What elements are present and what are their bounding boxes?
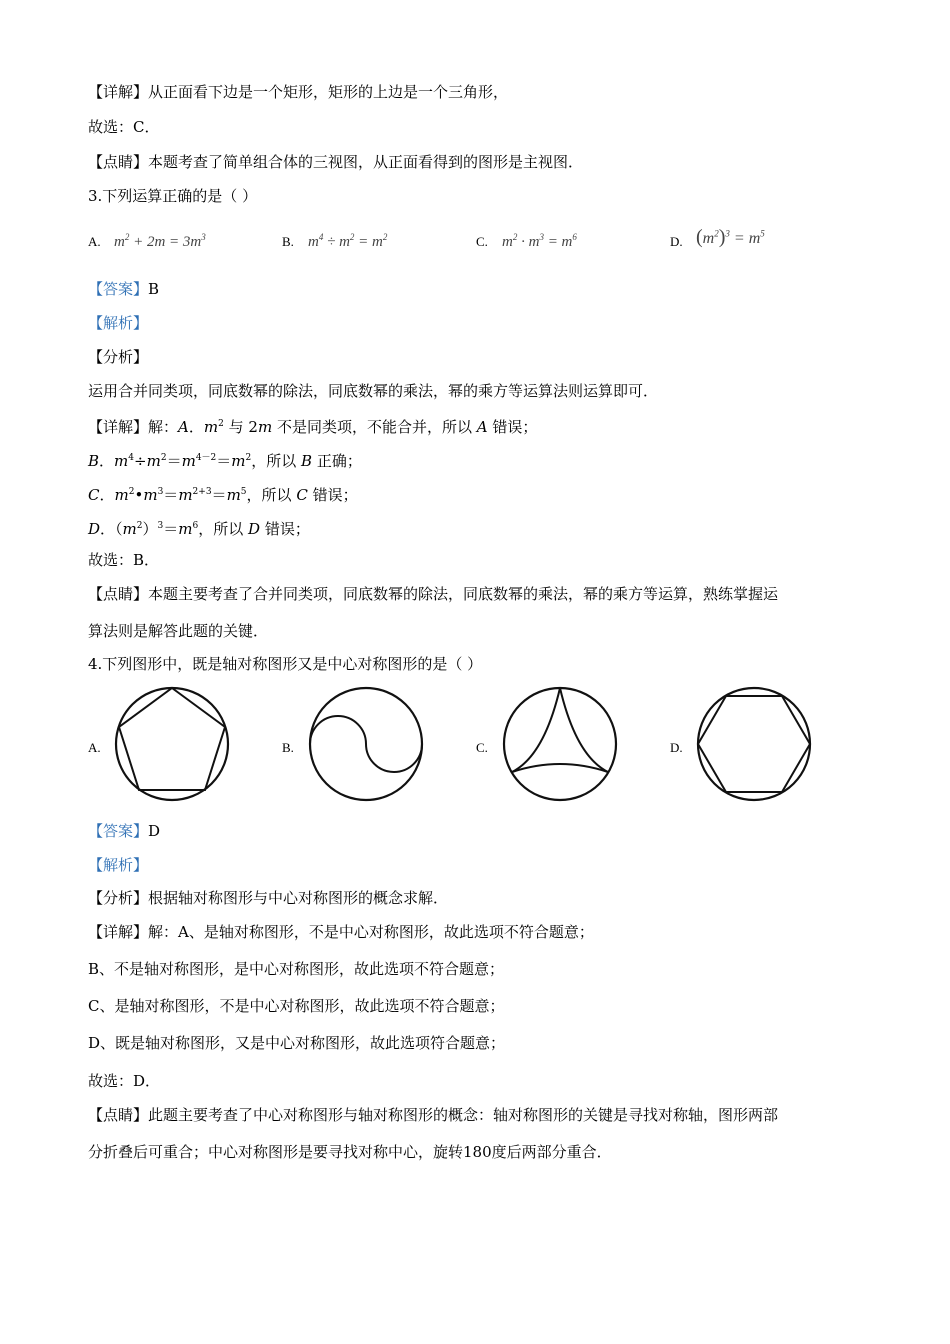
- q3-answer-value: B: [148, 280, 160, 298]
- pentagon-in-circle-figure: [112, 686, 232, 802]
- q3-analysis-text: 运用合并同类项，同底数幂的除法，同底数幂的乘法，幂的乘方等运算法则运算即可．: [88, 382, 659, 400]
- q4-label-b: B.: [282, 740, 294, 755]
- q3-detail-a: 【详解】解：A．$m^2$ 与 2m 不是同类项，不能合并，所以 A 错误；: [88, 418, 538, 436]
- q4-detail-a: 【详解】解：A、是轴对称图形，不是中心对称图形，故此选项不符合题意；: [88, 923, 594, 941]
- q3-detail-b: B．$m^4\div m^2=m^{4-2}=m^2$，所以 B 正确；: [88, 452, 362, 470]
- q3-option-d-formula: $(m^2)^3 = m^5$: [696, 226, 765, 248]
- q4-answer: [88, 821, 160, 841]
- q4-detail-c: C、是轴对称图形，不是中心对称图形，故此选项不符合题意；: [88, 997, 505, 1015]
- q3-option-b-formula: $m^4 \div m^2 = m^2$: [308, 232, 388, 250]
- q4-answer-tag: 【答案】: [88, 822, 149, 840]
- comment-text: 【点睛】本题考查了简单组合体的三视图，从正面看得到的图形是主视图．: [88, 153, 584, 171]
- q3-stem: 3.下列运算正确的是（ ）: [88, 187, 258, 205]
- q3-analysis-tag: 【解析】: [88, 314, 149, 332]
- detail-text: 【详解】从正面看下边是一个矩形，矩形的上边是一个三角形，: [88, 83, 509, 101]
- q4-analysis: 【分析】根据轴对称图形与中心对称图形的概念求解．: [88, 889, 449, 907]
- hexagon-in-circle-figure: [694, 686, 814, 802]
- q4-label-d: D.: [670, 740, 683, 755]
- q4-answer-value: D: [148, 822, 161, 840]
- q3-comment-1: 【点睛】本题主要考查了合并同类项，同底数幂的除法，同底数幂的乘法，幂的乘方等运算，熟练掌握运: [88, 585, 779, 603]
- q3-detail-d: D．$(m^2)^3=m^6$，所以 D 错误；: [88, 520, 310, 538]
- q3-option-d-label: D.: [670, 234, 683, 249]
- q4-comment-2: 分折叠后可重合；中心对称图形是要寻找对称中心，旋转180度后两部分重合．: [88, 1143, 612, 1161]
- q3-comment-2: 算法则是解答此题的关键．: [88, 622, 269, 640]
- q4-choice: 故选：D．: [88, 1072, 161, 1090]
- q4-comment-1: 【点睛】此题主要考查了中心对称图形与轴对称图形的概念：轴对称图形的关键是寻找对称轴，图形两部: [88, 1106, 779, 1124]
- q4-detail-b: B、不是轴对称图形，是中心对称图形，故此选项不符合题意；: [88, 960, 505, 978]
- q4-detail-d: D、既是轴对称图形，又是中心对称图形，故此选项符合题意；: [88, 1034, 506, 1052]
- reuleaux-triangle-figure: [500, 686, 620, 802]
- q3-option-a-formula: $m^2 + 2m = 3m^3$: [114, 232, 206, 250]
- q3-option-a-label: A.: [88, 234, 101, 249]
- q4-stem: 4.下列图形中，既是轴对称图形又是中心对称图形的是（ ）: [88, 655, 483, 673]
- yin-yang-figure: [306, 686, 426, 802]
- q3-option-c-formula: $m^2 \cdot m^3 = m^6$: [502, 232, 577, 250]
- q3-choice: 故选：B．: [88, 551, 160, 569]
- q4-label-c: C.: [476, 740, 488, 755]
- q3-option-c-label: C.: [476, 234, 488, 249]
- q3-option-b-label: B.: [282, 234, 294, 249]
- q3-analysis-head: 【分析】: [88, 348, 149, 366]
- q4-label-a: A.: [88, 740, 101, 755]
- choice-text: 故选：C．: [88, 118, 160, 136]
- q4-analysis-tag: 【解析】: [88, 856, 149, 874]
- q3-answer: [88, 279, 159, 299]
- q3-answer-tag: 【答案】: [88, 280, 149, 298]
- q3-detail-c: C．$m^2•m^3=m^{2+3}=m^5$，所以 C 错误；: [88, 486, 358, 504]
